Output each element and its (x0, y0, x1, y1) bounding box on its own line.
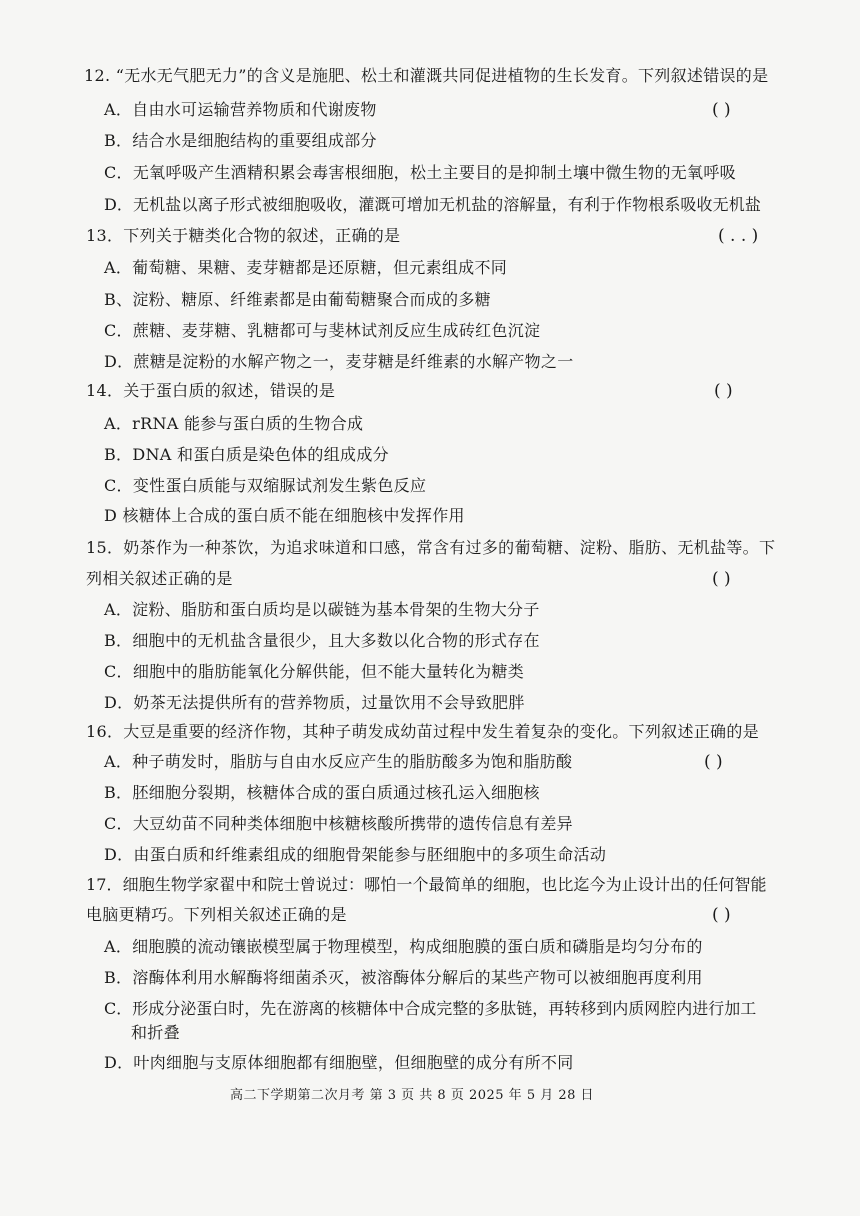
question-14-option-c: C．变性蛋白质能与双缩脲试剂发生紫色反应 (104, 476, 427, 495)
question-17-option-c: C．形成分泌蛋白时，先在游离的核糖体中合成完整的多肽链，再转移到内质网腔内进行加工 (104, 999, 757, 1018)
question-14-option-a: A．rRNA 能参与蛋白质的生物合成 (104, 414, 364, 433)
page-footer: 高二下学期第二次月考 第 3 页 共 8 页 2025 年 5 月 28 日 (230, 1088, 595, 1103)
question-16-option-d: D．由蛋白质和纤维素组成的细胞骨架能参与胚细胞中的多项生命活动 (104, 845, 607, 864)
question-13-option-c: C．蔗糖、麦芽糖、乳糖都可与斐林试剂反应生成砖红色沉淀 (104, 321, 541, 340)
question-15-option-c: C．细胞中的脂肪能氧化分解供能，但不能大量转化为糖类 (104, 662, 525, 681)
question-13-stem: 13．下列关于糖类化合物的叙述，正确的是 (86, 226, 401, 245)
question-14-stem: 14．关于蛋白质的叙述，错误的是 (86, 381, 336, 400)
question-13-answer-blank: ( . . ) (718, 226, 759, 246)
question-15-option-b: B．细胞中的无机盐含量很少，且大多数以化合物的形式存在 (104, 631, 540, 650)
question-15-stem-line-2: 列相关叙述正确的是 (86, 569, 233, 588)
question-16-option-a: A．种子萌发时，脂肪与自由水反应产生的脂肪酸多为饱和脂肪酸 (104, 752, 573, 771)
question-15-answer-blank: ( ) (712, 569, 731, 589)
question-17-stem-line-1: 17．细胞生物学家翟中和院士曾说过：哪怕一个最简单的细胞，也比迄今为止设计出的任何智能 (86, 875, 767, 894)
question-17-stem-line-2: 电脑更精巧。下列相关叙述正确的是 (86, 905, 347, 924)
question-13-option-d: D．蔗糖是淀粉的水解产物之一，麦芽糖是纤维素的水解产物之一 (104, 352, 574, 371)
question-14-answer-blank: ( ) (714, 381, 733, 401)
question-12-option-a: A．自由水可运输营养物质和代谢废物 (104, 100, 377, 119)
question-14-option-b: B．DNA 和蛋白质是染色体的组成成分 (104, 445, 389, 464)
question-16-answer-blank: ( ) (704, 752, 723, 772)
question-15-option-d: D．奶茶无法提供所有的营养物质，过量饮用不会导致肥胖 (104, 693, 525, 712)
question-12-stem: 12. “无水无气肥无力”的含义是施肥、松土和灌溉共同促进植物的生长发育。下列叙述错误的是 (84, 66, 769, 85)
question-13-option-a: A．葡萄糖、果糖、麦芽糖都是还原糖，但元素组成不同 (104, 258, 508, 277)
question-12-option-c: C．无氧呼吸产生酒精积累会毒害根细胞，松土主要目的是抑制土壤中微生物的无氧呼吸 (104, 163, 736, 182)
question-15-option-a: A．淀粉、脂肪和蛋白质均是以碳链为基本骨架的生物大分子 (104, 600, 540, 619)
question-12-answer-blank: ( ) (712, 100, 731, 120)
question-14-option-d: D 核糖体上合成的蛋白质不能在细胞核中发挥作用 (104, 506, 465, 525)
question-15-stem-line-1: 15．奶茶作为一种茶饮，为追求味道和口感，常含有过多的葡萄糖、淀粉、脂肪、无机盐等。下 (86, 538, 776, 557)
question-16-option-b: B．胚细胞分裂期，核糖体合成的蛋白质通过核孔运入细胞核 (104, 783, 540, 802)
question-12-option-b: B．结合水是细胞结构的重要组成部分 (104, 131, 377, 150)
question-13-option-b: B、淀粉、糖原、纤维素都是由葡萄糖聚合而成的多糖 (104, 290, 491, 309)
question-16-stem: 16．大豆是重要的经济作物，其种子萌发成幼苗过程中发生着复杂的变化。下列叙述正确的是 (86, 722, 759, 741)
question-17-option-b: B．溶酶体利用水解酶将细菌杀灭，被溶酶体分解后的某些产物可以被细胞再度利用 (104, 968, 703, 987)
question-12-option-d: D．无机盐以离子形式被细胞吸收，灌溉可增加无机盐的溶解量，有利于作物根系吸收无机盐 (104, 195, 761, 214)
question-17-option-d: D．叶肉细胞与支原体细胞都有细胞壁，但细胞壁的成分有所不同 (104, 1053, 574, 1072)
question-17-answer-blank: ( ) (712, 905, 731, 925)
question-17-option-c-continued: 和折叠 (131, 1023, 180, 1042)
question-17-option-a: A．细胞膜的流动镶嵌模型属于物理模型，构成细胞膜的蛋白质和磷脂是均匀分布的 (104, 937, 703, 956)
question-16-option-c: C．大豆幼苗不同种类体细胞中核糖核酸所携带的遗传信息有差异 (104, 814, 573, 833)
